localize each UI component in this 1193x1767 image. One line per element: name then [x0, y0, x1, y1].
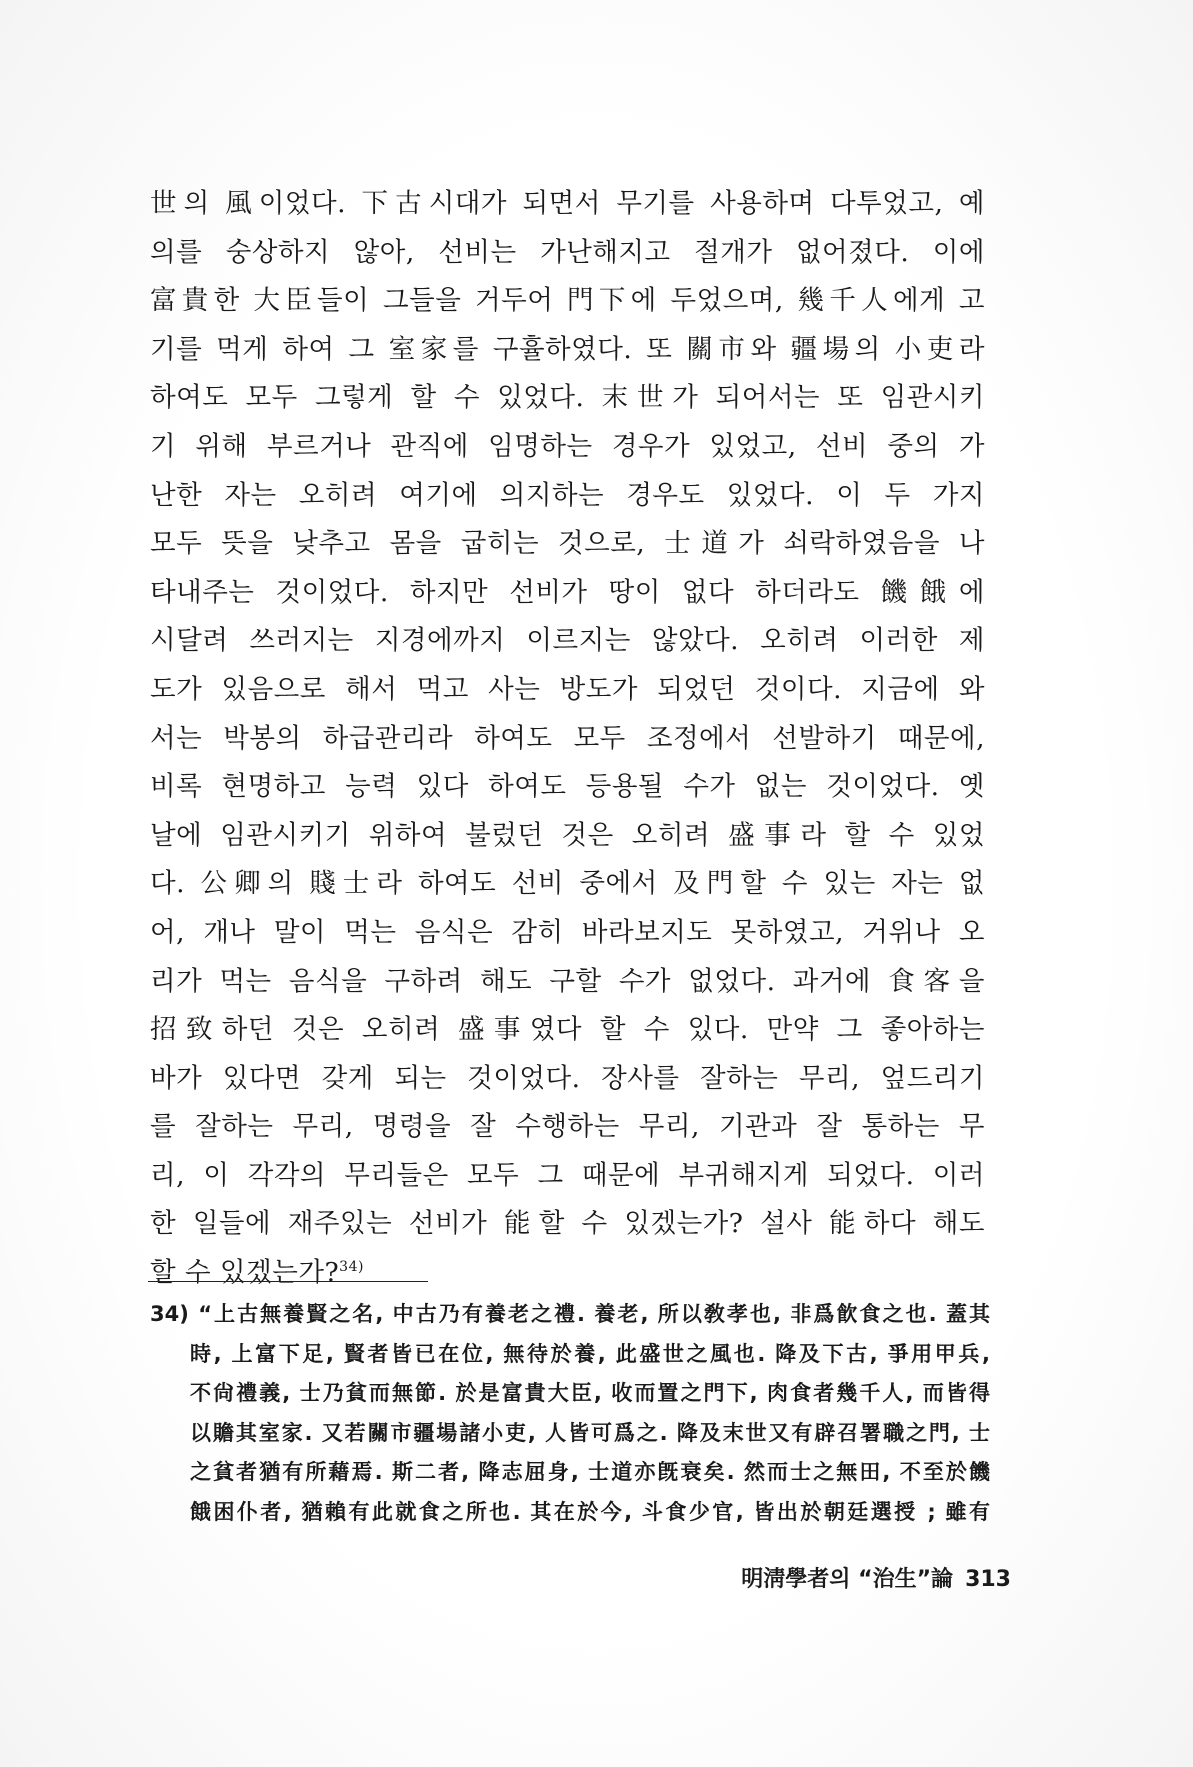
body-line: 도가 있음으로 해서 먹고 사는 방도가 되었던 것이다. 지금에 와	[150, 673, 985, 705]
body-line: 어, 개나 말이 먹는 음식은 감히 바라보지도 못하였고, 거위나 오	[150, 916, 985, 948]
footnote-divider	[148, 1281, 428, 1282]
footnote-number: 34)	[150, 1302, 189, 1326]
footnote-line: 不尙禮義, 士乃貧而無節. 於是富貴大臣, 收而置之門下, 肉食者幾千人, 而皆得	[190, 1381, 990, 1405]
body-line: 招致하던 것은 오히려 盛事였다 할 수 있다. 만약 그 좋아하는	[150, 1014, 985, 1046]
body-line: 하여도 모두 그렇게 할 수 있었다. 末世가 되어서는 또 임관시키	[150, 382, 985, 414]
footnote	[150, 1295, 990, 1532]
body-line: 리가 먹는 음식을 구하려 해도 구할 수가 없었다. 과거에 食客을	[150, 965, 985, 997]
body-line: 를 잘하는 무리, 명령을 잘 수행하는 무리, 기관과 잘 통하는 무	[150, 1111, 985, 1143]
body-line: 타내주는 것이었다. 하지만 선비가 땅이 없다 하더라도 饑餓에	[150, 576, 985, 608]
body-last-line-text: 할 수 있겠는가?	[150, 1257, 340, 1289]
body-line: 바가 있다면 갖게 되는 것이었다. 장사를 잘하는 무리, 엎드리기	[150, 1062, 985, 1094]
footnote-reference[interactable]: 34)	[339, 1259, 364, 1276]
body-line: 난한 자는 오히려 여기에 의지하는 경우도 있었다. 이 두 가지	[150, 479, 985, 511]
footnote-line: 之貧者猶有所藉焉. 斯二者, 降志屈身, 士道亦旣衰矣. 然而士之無田, 不至於饑	[190, 1460, 990, 1484]
body-text	[150, 180, 985, 1298]
body-line: 다. 公卿의 賤士라 하여도 선비 중에서 及門할 수 있는 자는 없	[150, 868, 985, 900]
footnote-line: 以贍其室家. 又若關市疆場諸小吏, 人皆可爲之. 降及末世又有辟召署職之門, 士	[190, 1420, 990, 1445]
body-line: 리, 이 각각의 무리들은 모두 그 때문에 부귀해지게 되었다. 이러	[150, 1159, 985, 1191]
body-line: 기를 먹게 하여 그 室家를 구휼하였다. 또 關市와 疆場의 小吏라	[150, 333, 985, 365]
footnote-line: 時, 上富下足, 賢者皆已在位, 無待於養, 此盛世之風也. 降及下古, 爭用甲兵,	[190, 1341, 990, 1366]
body-line: 한 일들에 재주있는 선비가 能할 수 있겠는가? 설사 能하다 해도	[150, 1208, 985, 1240]
body-line: 날에 임관시키기 위하여 불렀던 것은 오히려 盛事라 할 수 있었	[150, 819, 985, 851]
body-line: 世의 風이었다. 下古시대가 되면서 무기를 사용하며 다투었고, 예	[150, 188, 985, 219]
footnote-line: 餓困仆者, 猶賴有此就食之所也. 其在於今, 斗食少官, 皆出於朝廷選授 ; 雖有	[190, 1499, 990, 1524]
footnote-line	[150, 1295, 990, 1335]
body-line: 시달려 쓰러지는 지경에까지 이르지는 않았다. 오히려 이러한 제	[150, 625, 985, 657]
body-line: 비록 현명하고 능력 있다 하여도 등용될 수가 없는 것이었다. 옛	[150, 771, 985, 803]
page-number: 313	[965, 1567, 1011, 1592]
body-line: 의를 숭상하지 않아, 선비는 가난해지고 절개가 없어졌다. 이에	[150, 236, 985, 268]
body-line: 기 위해 부르거나 관직에 임명하는 경우가 있었고, 선비 중의 가	[150, 430, 985, 462]
body-last-line	[150, 1249, 985, 1298]
running-footer-title: 明淸學者의 “治生”論	[741, 1567, 954, 1592]
footnote-line-text: “上古無養賢之名, 中古乃有養老之禮. 養老, 所以敎孝也, 非爲飮食之也. 蓋其	[198, 1302, 990, 1326]
running-footer	[741, 1565, 1011, 1595]
body-line: 모두 뜻을 낮추고 몸을 굽히는 것으로, 士道가 쇠락하였음을 나	[150, 528, 985, 560]
body-line: 富貴한 大臣들이 그들을 거두어 門下에 두었으며, 幾千人에게 고	[150, 285, 985, 317]
body-line: 서는 박봉의 하급관리라 하여도 모두 조정에서 선발하기 때문에,	[150, 722, 985, 754]
